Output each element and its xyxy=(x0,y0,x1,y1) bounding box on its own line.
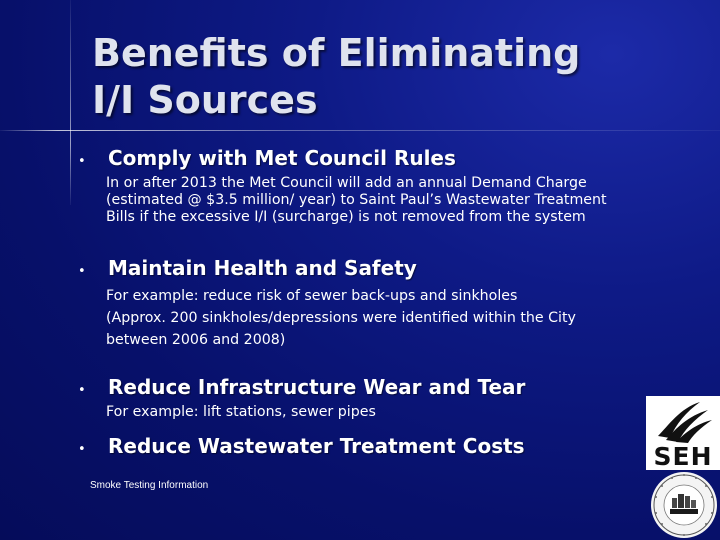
title-line-2: I/I Sources xyxy=(92,78,318,122)
detail-line: For example: lift stations, sewer pipes xyxy=(106,404,376,420)
bullet-heading: Reduce Wastewater Treatment Costs xyxy=(108,434,525,458)
seh-swoosh-icon xyxy=(646,396,720,444)
detail-line: (Approx. 200 sinkholes/depressions were identified within the City xyxy=(106,310,576,326)
seh-logo xyxy=(646,396,720,470)
bullet-marker: • xyxy=(78,154,86,169)
decorative-vertical-line xyxy=(70,0,71,205)
bullet-detail-infrastructure xyxy=(106,404,676,421)
bullet-detail-health-safety xyxy=(106,285,676,351)
detail-line: (estimated @ $3.5 million/ year) to Saint Paul’s Wastewater Treatment xyxy=(106,192,607,208)
slide-title xyxy=(92,30,652,124)
bullet-infrastructure xyxy=(78,375,525,399)
bullet-treatment-costs xyxy=(78,434,525,458)
bullet-marker: • xyxy=(78,264,86,279)
bullet-marker: • xyxy=(78,442,86,457)
detail-line: For example: reduce risk of sewer back-ups and sinkholes xyxy=(106,288,518,304)
bullet-detail-comply xyxy=(106,175,676,226)
bullet-marker: • xyxy=(78,383,86,398)
bullet-heading: Maintain Health and Safety xyxy=(108,256,417,280)
detail-line: between 2006 and 2008) xyxy=(106,332,286,348)
saint-paul-public-works-seal-icon xyxy=(648,470,720,540)
decorative-horizontal-line xyxy=(0,130,720,131)
bullet-heading: Reduce Infrastructure Wear and Tear xyxy=(108,375,526,399)
footer-text: Smoke Testing Information xyxy=(90,480,209,491)
bullet-heading: Comply with Met Council Rules xyxy=(108,146,456,170)
detail-line: Bills if the excessive I/I (surcharge) is not removed from the system xyxy=(106,209,586,225)
bullet-comply xyxy=(78,146,456,170)
detail-line: In or after 2013 the Met Council will add an annual Demand Charge xyxy=(106,175,587,191)
seh-logo-text: SEH xyxy=(653,442,713,471)
title-line-1: Benefits of Eliminating xyxy=(92,31,581,75)
bullet-health-safety xyxy=(78,256,417,280)
